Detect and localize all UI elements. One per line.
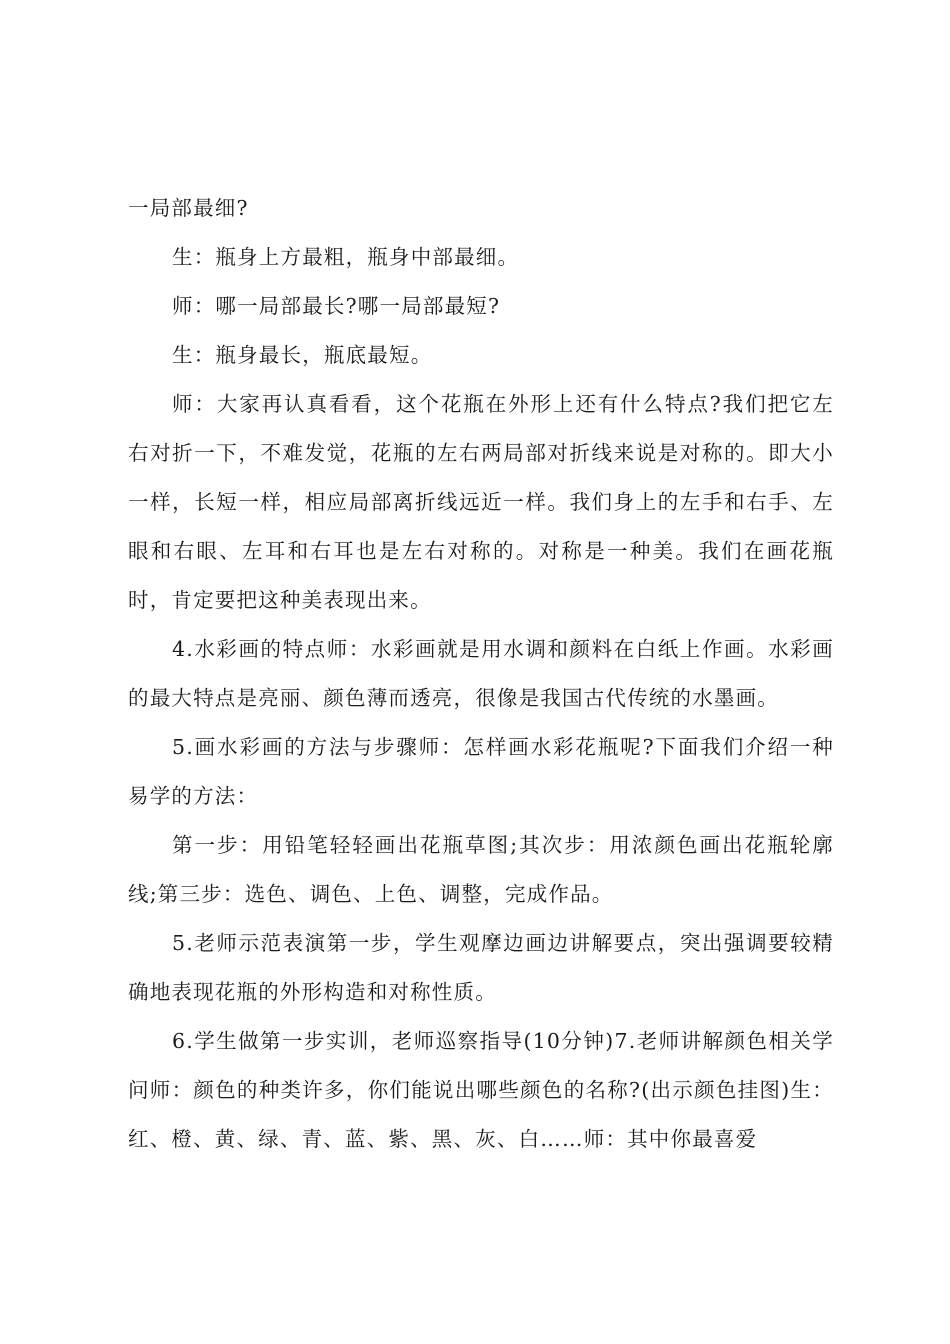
paragraph-student-answer-1: 生：瓶身上方最粗，瓶身中部最细。 [172, 245, 520, 269]
paragraph-teacher-question: 师：哪一局部最长?哪一局部最短? [172, 294, 501, 318]
paragraph-symmetry: 师：大家再认真看看，这个花瓶在外形上还有什么特点?我们把它左右对折一下，不难发觉，花瓶的左右两局部对折线来说是对称的。即大小一样，长短一样，相应局部离折线远近一样。我们身上的左手和右手、左眼和右眼、左耳和右耳也是左右对称的。对称是一种美。我们在画花瓶时，肯定要把这种美表现出来。 [128, 392, 834, 612]
body-text [128, 184, 834, 1164]
paragraph-student-answer-2: 生：瓶身最长，瓶底最短。 [172, 343, 433, 367]
paragraph-continuation: 一局部最细? [128, 196, 249, 220]
paragraph-step-list: 第一步：用铅笔轻轻画出花瓶草图;其次步：用浓颜色画出花瓶轮廓线;第三步：选色、调色、上色、调整，完成作品。 [128, 833, 834, 906]
paragraph-watercolor-features: 4.水彩画的特点师：水彩画就是用水调和颜料在白纸上作画。水彩画的最大特点是亮丽、颜色薄而透亮，很像是我国古代传统的水墨画。 [128, 637, 834, 710]
paragraph-method-steps: 5.画水彩画的方法与步骤师：怎样画水彩花瓶呢?下面我们介绍一种易学的方法： [128, 735, 834, 808]
paragraph-teacher-demo: 5.老师示范表演第一步，学生观摩边画边讲解要点，突出强调要较精确地表现花瓶的外形构造和对称性质。 [128, 931, 834, 1004]
paragraph-practice-colors: 6.学生做第一步实训，老师巡察指导(10分钟)7.老师讲解颜色相关学问师：颜色的种类许多，你们能说出哪些颜色的名称?(出示颜色挂图)生：红、橙、黄、绿、青、蓝、紫、黑、灰、白……师：其中你最喜爱 [128, 1029, 834, 1151]
